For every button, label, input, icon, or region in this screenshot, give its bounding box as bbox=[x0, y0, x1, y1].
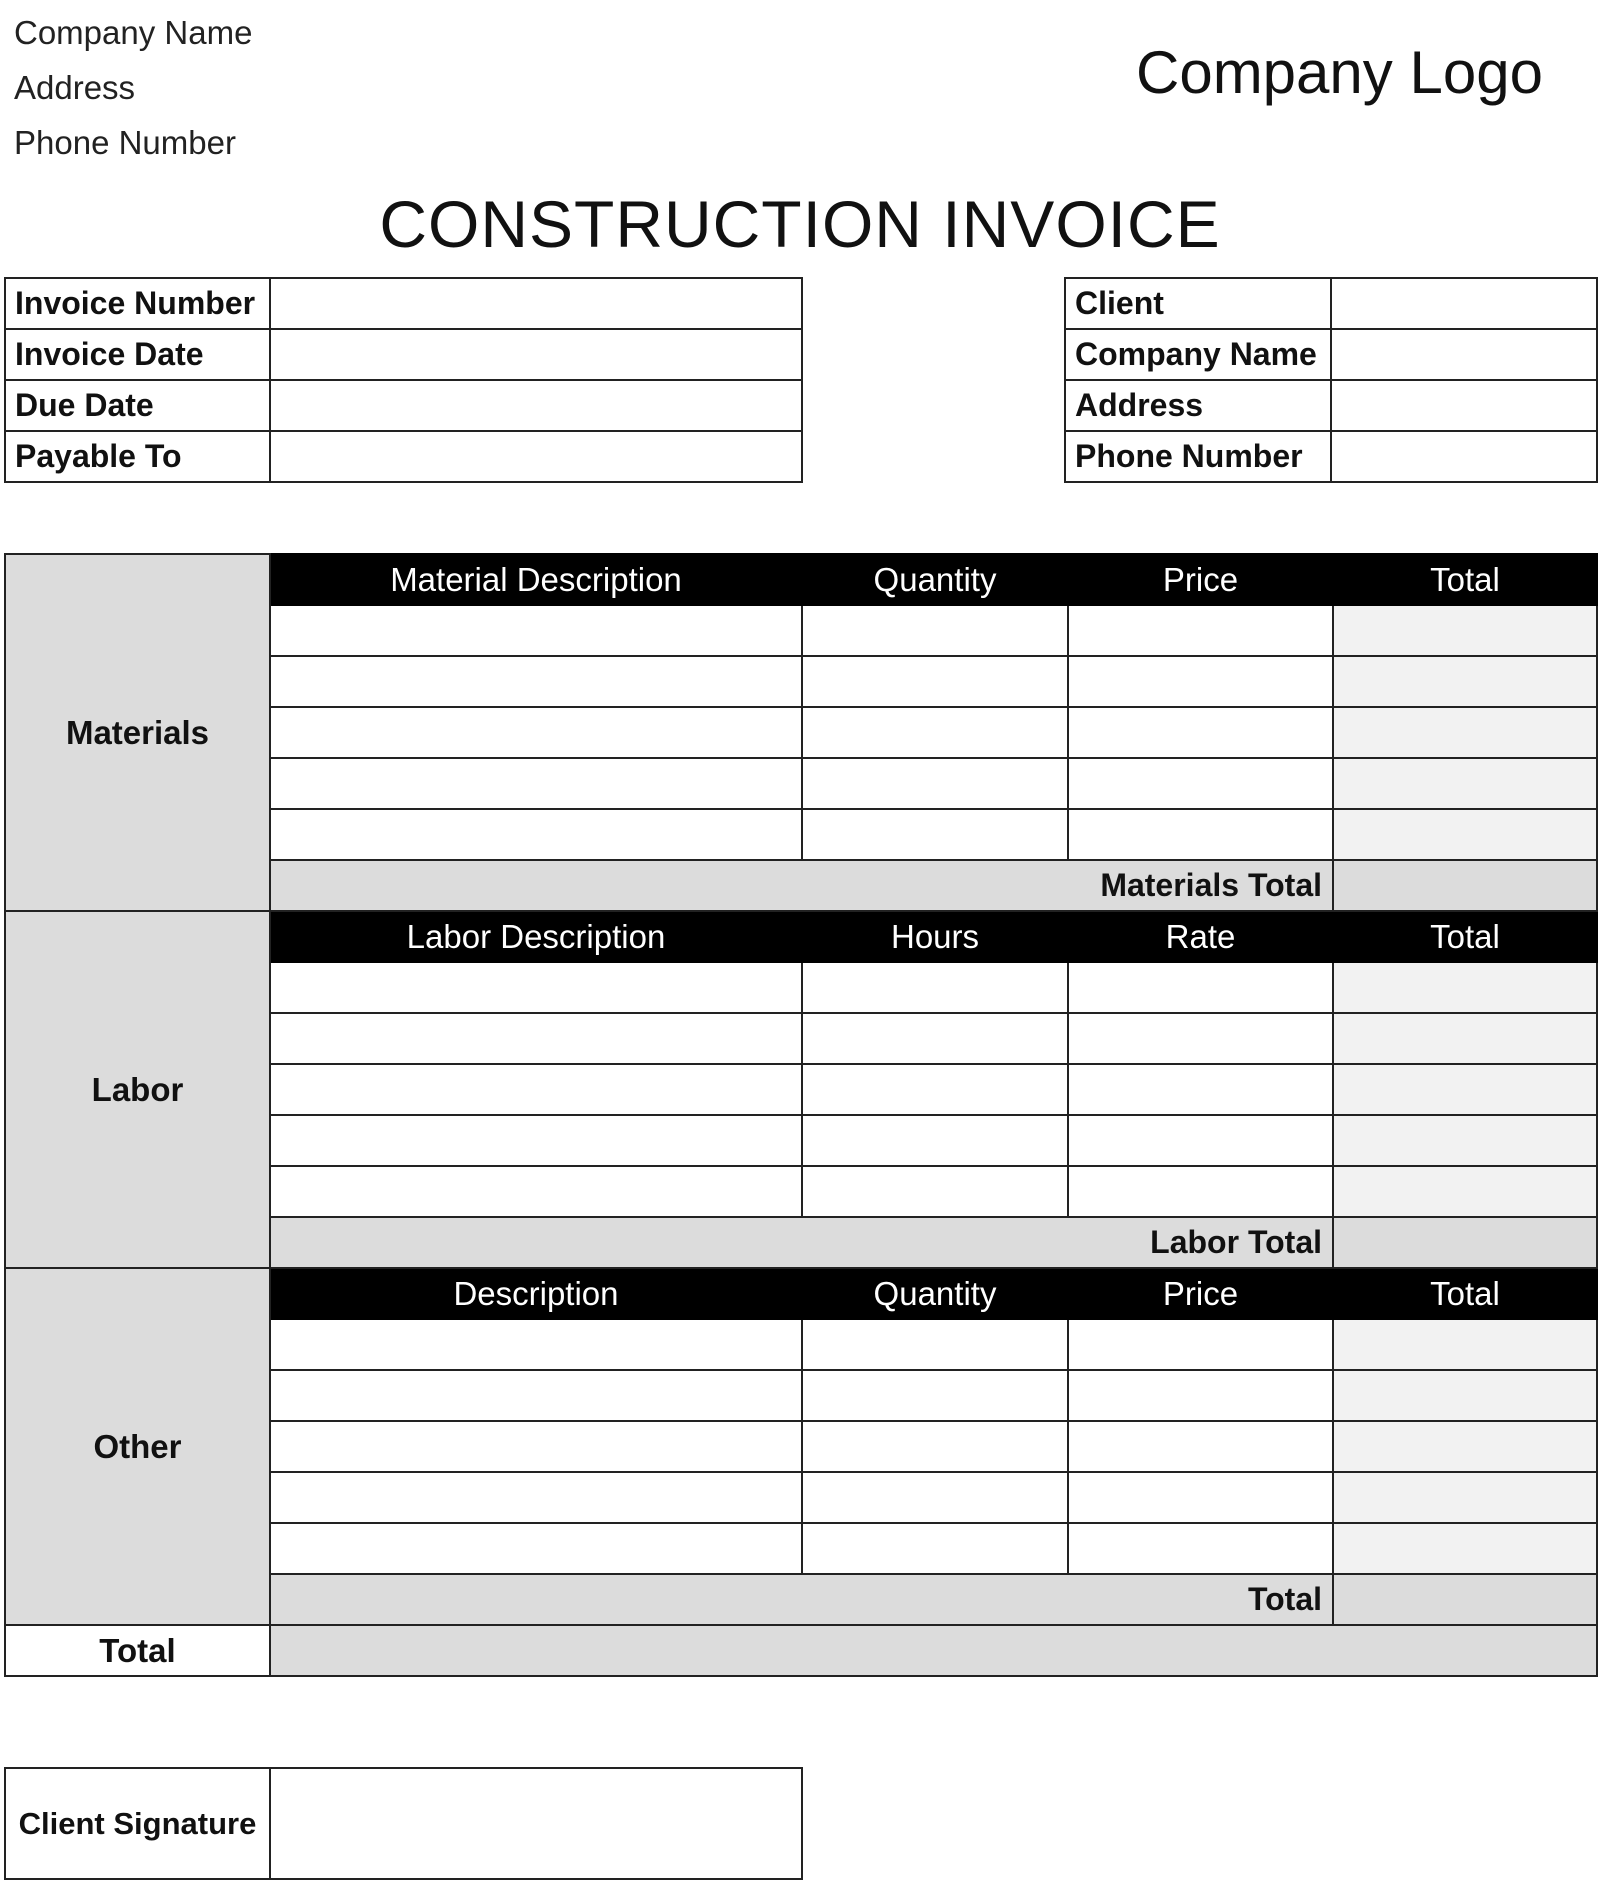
quantity-cell[interactable] bbox=[802, 1421, 1068, 1472]
info-label: Invoice Number bbox=[5, 278, 270, 329]
description-cell[interactable] bbox=[270, 656, 802, 707]
rate-cell[interactable] bbox=[1068, 1166, 1333, 1217]
quantity-cell[interactable] bbox=[802, 707, 1068, 758]
column-header: Price bbox=[1068, 1268, 1333, 1319]
invoice-date-field[interactable] bbox=[270, 329, 802, 380]
company-phone: Phone Number bbox=[14, 124, 236, 161]
price-cell[interactable] bbox=[1068, 758, 1333, 809]
price-cell[interactable] bbox=[1068, 809, 1333, 860]
info-row bbox=[5, 278, 802, 329]
info-row bbox=[5, 431, 802, 482]
total-cell[interactable] bbox=[1333, 962, 1597, 1013]
total-cell[interactable] bbox=[1333, 1319, 1597, 1370]
description-cell[interactable] bbox=[270, 1115, 802, 1166]
line-items-table bbox=[4, 553, 1598, 1677]
description-cell[interactable] bbox=[270, 1013, 802, 1064]
description-cell[interactable] bbox=[270, 707, 802, 758]
description-cell[interactable] bbox=[270, 1319, 802, 1370]
grand-total-row bbox=[5, 1625, 1597, 1676]
column-header: Quantity bbox=[802, 1268, 1068, 1319]
price-cell[interactable] bbox=[1068, 1421, 1333, 1472]
info-label: Address bbox=[1065, 380, 1331, 431]
description-cell[interactable] bbox=[270, 1064, 802, 1115]
quantity-cell[interactable] bbox=[802, 656, 1068, 707]
other-total-value[interactable] bbox=[1333, 1574, 1597, 1625]
total-cell[interactable] bbox=[1333, 1472, 1597, 1523]
grand-total-label: Total bbox=[5, 1625, 270, 1676]
client-address-field[interactable] bbox=[1331, 380, 1597, 431]
rate-cell[interactable] bbox=[1068, 1013, 1333, 1064]
info-row bbox=[5, 380, 802, 431]
materials-total-value[interactable] bbox=[1333, 860, 1597, 911]
payable-to-field[interactable] bbox=[270, 431, 802, 482]
quantity-cell[interactable] bbox=[802, 1319, 1068, 1370]
hours-cell[interactable] bbox=[802, 1166, 1068, 1217]
hours-cell[interactable] bbox=[802, 1064, 1068, 1115]
signature-table bbox=[4, 1767, 803, 1880]
company-address: Address bbox=[14, 69, 136, 106]
description-cell[interactable] bbox=[270, 809, 802, 860]
other-section-label: Other bbox=[5, 1268, 270, 1625]
info-row bbox=[1065, 278, 1597, 329]
price-cell[interactable] bbox=[1068, 1370, 1333, 1421]
rate-cell[interactable] bbox=[1068, 1064, 1333, 1115]
other-total-label: Total bbox=[270, 1574, 1333, 1625]
client-company-field[interactable] bbox=[1331, 329, 1597, 380]
invoice-title: CONSTRUCTION INVOICE bbox=[379, 187, 1221, 261]
grand-total-value[interactable] bbox=[270, 1625, 1597, 1676]
info-label: Phone Number bbox=[1065, 431, 1331, 482]
description-cell[interactable] bbox=[270, 1421, 802, 1472]
info-label: Due Date bbox=[5, 380, 270, 431]
price-cell[interactable] bbox=[1068, 1319, 1333, 1370]
quantity-cell[interactable] bbox=[802, 809, 1068, 860]
column-header: Total bbox=[1333, 1268, 1597, 1319]
other-header-row bbox=[5, 1268, 1597, 1319]
client-signature-field[interactable] bbox=[270, 1768, 802, 1879]
info-label: Company Name bbox=[1065, 329, 1331, 380]
info-label: Invoice Date bbox=[5, 329, 270, 380]
total-cell[interactable] bbox=[1333, 1421, 1597, 1472]
column-header: Price bbox=[1068, 554, 1333, 605]
price-cell[interactable] bbox=[1068, 1472, 1333, 1523]
hours-cell[interactable] bbox=[802, 962, 1068, 1013]
due-date-field[interactable] bbox=[270, 380, 802, 431]
labor-total-label: Labor Total bbox=[270, 1217, 1333, 1268]
info-row bbox=[1065, 329, 1597, 380]
invoice-number-field[interactable] bbox=[270, 278, 802, 329]
total-cell[interactable] bbox=[1333, 605, 1597, 656]
description-cell[interactable] bbox=[270, 1472, 802, 1523]
company-logo: Company Logo bbox=[1136, 39, 1543, 106]
total-cell[interactable] bbox=[1333, 1115, 1597, 1166]
hours-cell[interactable] bbox=[802, 1013, 1068, 1064]
total-cell[interactable] bbox=[1333, 1370, 1597, 1421]
description-cell[interactable] bbox=[270, 758, 802, 809]
company-name: Company Name bbox=[14, 14, 253, 51]
rate-cell[interactable] bbox=[1068, 962, 1333, 1013]
total-cell[interactable] bbox=[1333, 707, 1597, 758]
materials-header-row bbox=[5, 554, 1597, 605]
price-cell[interactable] bbox=[1068, 656, 1333, 707]
client-phone-field[interactable] bbox=[1331, 431, 1597, 482]
price-cell[interactable] bbox=[1068, 1523, 1333, 1574]
description-cell[interactable] bbox=[270, 605, 802, 656]
column-header: Quantity bbox=[802, 554, 1068, 605]
rate-cell[interactable] bbox=[1068, 1115, 1333, 1166]
column-header: Hours bbox=[802, 911, 1068, 962]
materials-total-label: Materials Total bbox=[270, 860, 1333, 911]
total-cell[interactable] bbox=[1333, 1166, 1597, 1217]
invoice-info-table bbox=[4, 277, 803, 483]
quantity-cell[interactable] bbox=[802, 758, 1068, 809]
client-signature-label: Client Signature bbox=[5, 1768, 270, 1879]
client-field[interactable] bbox=[1331, 278, 1597, 329]
labor-total-value[interactable] bbox=[1333, 1217, 1597, 1268]
column-header: Labor Description bbox=[270, 911, 802, 962]
description-cell[interactable] bbox=[270, 1370, 802, 1421]
info-row bbox=[1065, 380, 1597, 431]
quantity-cell[interactable] bbox=[802, 1472, 1068, 1523]
column-header: Material Description bbox=[270, 554, 802, 605]
price-cell[interactable] bbox=[1068, 707, 1333, 758]
client-info-table bbox=[1064, 277, 1598, 483]
price-cell[interactable] bbox=[1068, 605, 1333, 656]
total-cell[interactable] bbox=[1333, 809, 1597, 860]
column-header: Description bbox=[270, 1268, 802, 1319]
info-label: Payable To bbox=[5, 431, 270, 482]
total-cell[interactable] bbox=[1333, 656, 1597, 707]
labor-header-row bbox=[5, 911, 1597, 962]
info-label: Client bbox=[1065, 278, 1331, 329]
description-cell[interactable] bbox=[270, 1166, 802, 1217]
info-row bbox=[5, 329, 802, 380]
total-cell[interactable] bbox=[1333, 1064, 1597, 1115]
total-cell[interactable] bbox=[1333, 1013, 1597, 1064]
total-cell[interactable] bbox=[1333, 1523, 1597, 1574]
quantity-cell[interactable] bbox=[802, 605, 1068, 656]
column-header: Total bbox=[1333, 554, 1597, 605]
labor-section-label: Labor bbox=[5, 911, 270, 1268]
quantity-cell[interactable] bbox=[802, 1370, 1068, 1421]
column-header: Rate bbox=[1068, 911, 1333, 962]
description-cell[interactable] bbox=[270, 962, 802, 1013]
hours-cell[interactable] bbox=[802, 1115, 1068, 1166]
total-cell[interactable] bbox=[1333, 758, 1597, 809]
column-header: Total bbox=[1333, 911, 1597, 962]
description-cell[interactable] bbox=[270, 1523, 802, 1574]
info-row bbox=[1065, 431, 1597, 482]
materials-section-label: Materials bbox=[5, 554, 270, 911]
quantity-cell[interactable] bbox=[802, 1523, 1068, 1574]
